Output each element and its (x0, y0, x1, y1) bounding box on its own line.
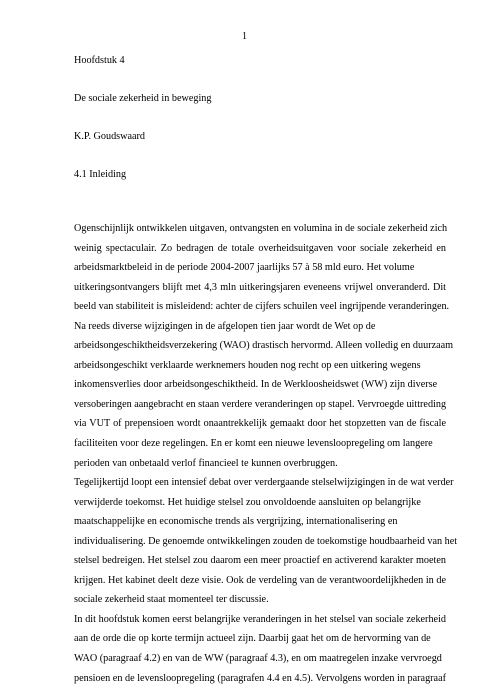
section-heading: 4.1 Inleiding (74, 169, 127, 180)
body-line: faciliteiten voor deze regelingen. En er komt een nieuwe levensloopregeling om langere (74, 438, 433, 450)
chapter-label: Hoofdstuk 4 (74, 55, 125, 66)
body-line: via VUT of prepensioen wordt onaantrekkelijk gemaakt door het stopzetten van de fiscale (74, 418, 446, 430)
body-line: arbeidsongeschiktheidsverzekering (WAO) drastisch hervormd. Alleen volledig en duurzaam (74, 340, 454, 352)
body-line: Na reeds diverse wijzigingen in de afgelopen tien jaar wordt de Wet op de (74, 320, 376, 332)
body-line: stelsel bedreigen. Het stelsel zou daarom een meer proactief en activerend karakter moeten (74, 555, 446, 567)
body-line: maatschappelijke en economische trends als vergrijzing, internationalisering en (74, 516, 398, 528)
body-line: arbeidsongeschikt verklaarde werknemers houden nog recht op een uitkering wegens (74, 359, 421, 371)
body-line: perioden van onbetaald verlof financieel te kunnen overbruggen. (74, 457, 338, 469)
body-line: uitkeringsontvangers blijft met 4,3 mln uitkeringsjaren eveneens vrijwel onveranderd. Dit (74, 281, 446, 293)
body-line: Ogenschijnlijk ontwikkelen uitgaven, ontvangsten en volumina in de sociale zekerheid zich (74, 223, 448, 234)
body-line: verwijderde toekomst. Het huidige stelsel zou onvoldoende aansluiten op belangrijke (74, 496, 421, 508)
body-line: individualisering. De genoemde ontwikkelingen zouden de toekomstige houdbaarheid van het (74, 535, 458, 547)
body-line: WAO (paragraaf 4.2) en van de WW (paragraaf 4.3), en om maatregelen inzake vervroegd (74, 653, 442, 665)
body-line: arbeidsmarktbeleid in de periode 2004-2007 jaarlijks 57 à 58 mld euro. Het volume (74, 262, 415, 274)
body-line: aan de orde die op korte termijn actueel zijn. Daarbij gaat het om de hervorming van de (74, 633, 431, 645)
body-text (74, 219, 458, 688)
body-line: sociale zekerheid staat momenteel ter discussie. (74, 594, 269, 606)
body-line: versoberingen aangebracht en staan verdere veranderingen op stapel. Vervroegde uittreding (74, 398, 447, 410)
body-line: inkomensverlies door arbeidsongeschiktheid. In de Werkloosheidswet (WW) zijn diverse (74, 379, 438, 391)
body-line: beeld van stabiliteit is misleidend: achter de cijfers schuilen veel ingrijpende veranderingen. (74, 301, 450, 313)
chapter-title: De sociale zekerheid in beweging (74, 93, 212, 104)
body-line: pensioen en de levensloopregeling (paragrafen 4.4 en 4.5). Vervolgens worden in paragraaf (74, 672, 446, 684)
author-name: K.P. Goudswaard (74, 131, 146, 142)
body-line: Tegelijkertijd loopt een intensief debat over verdergaande stelselwijzigingen in de wat verder (74, 477, 454, 489)
body-line: weinig spectaculair. Zo bedragen de totale overheidsuitgaven voor sociale zekerheid en (74, 242, 446, 254)
body-line: krijgen. Het kabinet deelt deze visie. Ook de verdeling van de verantwoordelijkheden in de (74, 574, 446, 586)
body-line: In dit hoofdstuk komen eerst belangrijke veranderingen in het stelsel van sociale zekerheid (74, 613, 446, 625)
page-number: 1 (242, 31, 247, 42)
